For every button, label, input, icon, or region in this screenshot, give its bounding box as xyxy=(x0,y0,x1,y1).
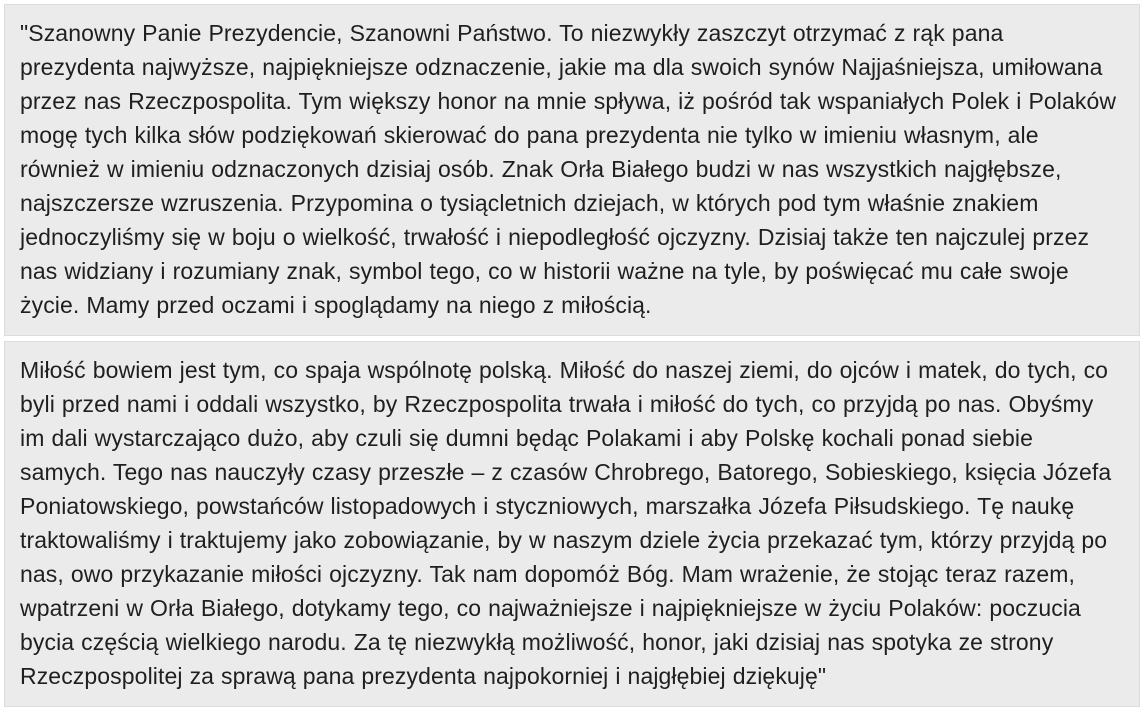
quote-paragraph-1: "Szanowny Panie Prezydencie, Szanowni Państwo. To niezwykły zaszczyt otrzymać z rąk pana prezydenta najwyższe, najpiękniejsze odznaczenie, jakie ma dla swoich synów Najjaśniejsza, umiłowana przez nas Rzeczpospolita. Tym większy honor na mnie spływa, iż pośród tak wspaniałych Polek i Polaków mogę tych kilka słów podziękowań skierować do pana prezydenta nie tylko w imieniu własnym, ale również w imieniu odznaczonych dzisiaj osób. Znak Orła Białego budzi w nas wszystkich najgłębsze, najszczersze wzruszenia. Przypomina o tysiącletnich dziejach, w których pod tym właśnie znakiem jednoczyliśmy się w boju o wielkość, trwałość i niepodległość ojczyzny. Dzisiaj także ten najczulej przez nas widziany i rozumiany znak, symbol tego, co w historii ważne na tyle, by poświęcać mu całe swoje życie. Mamy przed oczami i spoglądamy na niego z miłością. xyxy=(4,4,1140,336)
quote-paragraph-2: Miłość bowiem jest tym, co spaja wspólnotę polską. Miłość do naszej ziemi, do ojców i matek, do tych, co byli przed nami i oddali wszystko, by Rzeczpospolita trwała i miłość do tych, co przyjdą po nas. Obyśmy im dali wystarczająco dużo, aby czuli się dumni będąc Polakami i aby Polskę kochali ponad siebie samych. Tego nas nauczyły czasy przeszłe – z czasów Chrobrego, Batorego, Sobieskiego, księcia Józefa Poniatowskiego, powstańców listopadowych i styczniowych, marszałka Józefa Piłsudskiego. Tę naukę traktowaliśmy i traktujemy jako zobowiązanie, by w naszym dziele życia przekazać tym, którzy przyjdą po nas, owo przykazanie miłości ojczyzny. Tak nam dopomóż Bóg. Mam wrażenie, że stojąc teraz razem, wpatrzeni w Orła Białego, dotykamy tego, co najważniejsze i najpiękniejsze w życiu Polaków: poczucia bycia częścią wielkiego narodu. Za tę niezwykłą możliwość, honor, jaki dzisiaj nas spotyka ze strony Rzeczpospolitej za sprawą pana prezydenta najpokorniej i najgłębiej dziękuję" xyxy=(4,341,1140,707)
